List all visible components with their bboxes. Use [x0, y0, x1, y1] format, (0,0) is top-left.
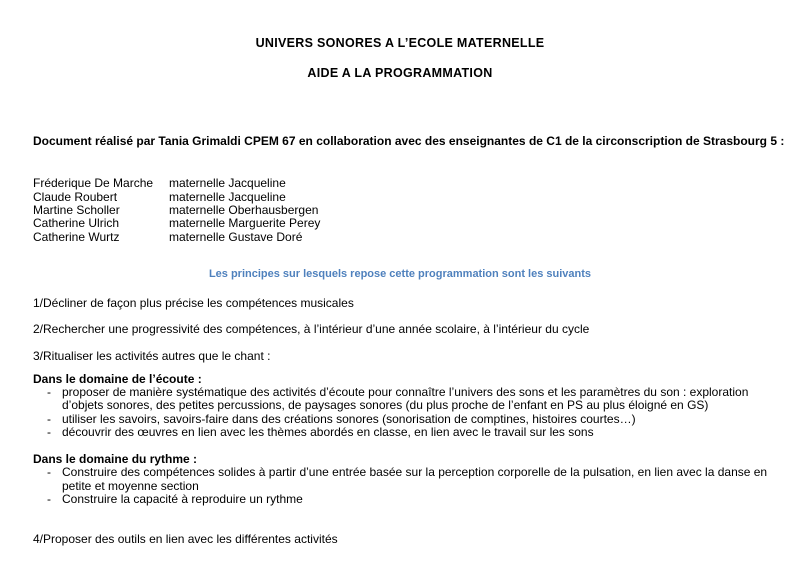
dash-marker: - — [47, 385, 51, 400]
contributor-school: maternelle Jacqueline — [169, 176, 286, 191]
bullet-text: proposer de manière systématique des activités d’écoute pour connaître l’univers des sons et les paramètres du son : exploration d’objets sonores, des petites percussions, de paysages sonores (du plus proche de l’enfant en PS au plus éloigné en GS) — [62, 385, 749, 413]
contributor-name: Catherine Wurtz — [33, 229, 120, 244]
bullet-item — [47, 413, 780, 426]
bullet-item — [47, 386, 780, 413]
contributor-name: Fréderique De Marche — [33, 176, 154, 191]
section-heading-listening: Dans le domaine de l’écoute : — [33, 371, 202, 386]
bullet-list-rhythm — [33, 466, 780, 506]
point-line-1: 1/Décliner de façon plus précise les compétences musicales — [33, 295, 354, 310]
dash-marker: - — [47, 465, 51, 480]
dash-marker: - — [47, 411, 51, 426]
dash-marker: - — [47, 492, 51, 507]
bullet-text: Construire des compétences solides à partir d’une entrée basée sur la perception corporelle de la pulsation, en lien avec la danse en petite et moyenne section — [62, 465, 768, 493]
bullet-item — [47, 466, 780, 493]
contributor-school: maternelle Gustave Doré — [169, 229, 303, 244]
bullet-text: utiliser les savoirs, savoirs-faire dans des créations sonores (sonorisation de comptines, histoires courtes…) — [62, 411, 636, 426]
doc-title: UNIVERS SONORES A L’ECOLE MATERNELLE — [255, 36, 545, 50]
closing-line: 4/Proposer des outils en lien avec les différentes activités — [33, 531, 338, 546]
doc-subtitle: AIDE A LA PROGRAMMATION — [307, 66, 493, 81]
section-heading-rhythm: Dans le domaine du rythme : — [33, 452, 198, 467]
point-line-2: 2/Rechercher une progressivité des compétences, à l’intérieur d’une année scolaire, à l’intérieur du cycle — [33, 322, 590, 337]
contributors-list — [33, 177, 780, 244]
principles-heading: Les principes sur lesquels repose cette programmation sont les suivants — [208, 268, 592, 281]
contributor-row — [33, 177, 780, 190]
contributor-name: Catherine Ulrich — [33, 216, 120, 231]
bullet-text: Construire la capacité à reproduire un rythme — [62, 492, 303, 507]
point-line-3: 3/Ritualiser les activités autres que le chant : — [33, 349, 271, 364]
dash-marker: - — [47, 425, 51, 440]
bullet-item — [47, 426, 780, 439]
contributor-school: maternelle Jacqueline — [169, 189, 286, 204]
contributor-school: maternelle Marguerite Perey — [169, 216, 321, 231]
bullet-item — [47, 493, 780, 506]
contributor-row — [33, 231, 780, 244]
contributor-school: maternelle Oberhausbergen — [169, 203, 319, 218]
bullet-text: découvrir des œuvres en lien avec les thèmes abordés en classe, en lien avec le travail sur les sons — [62, 425, 594, 440]
contributor-row — [33, 217, 780, 230]
contributor-name: Martine Scholler — [33, 203, 120, 218]
intro-line: Document réalisé par Tania Grimaldi CPEM 67 en collaboration avec des enseignantes de C1 de la circonscription de Strasbourg 5 : — [33, 133, 785, 148]
bullet-list-listening — [33, 386, 780, 440]
contributor-row — [33, 204, 780, 217]
contributor-name: Claude Roubert — [33, 189, 118, 204]
contributor-row — [33, 191, 780, 204]
